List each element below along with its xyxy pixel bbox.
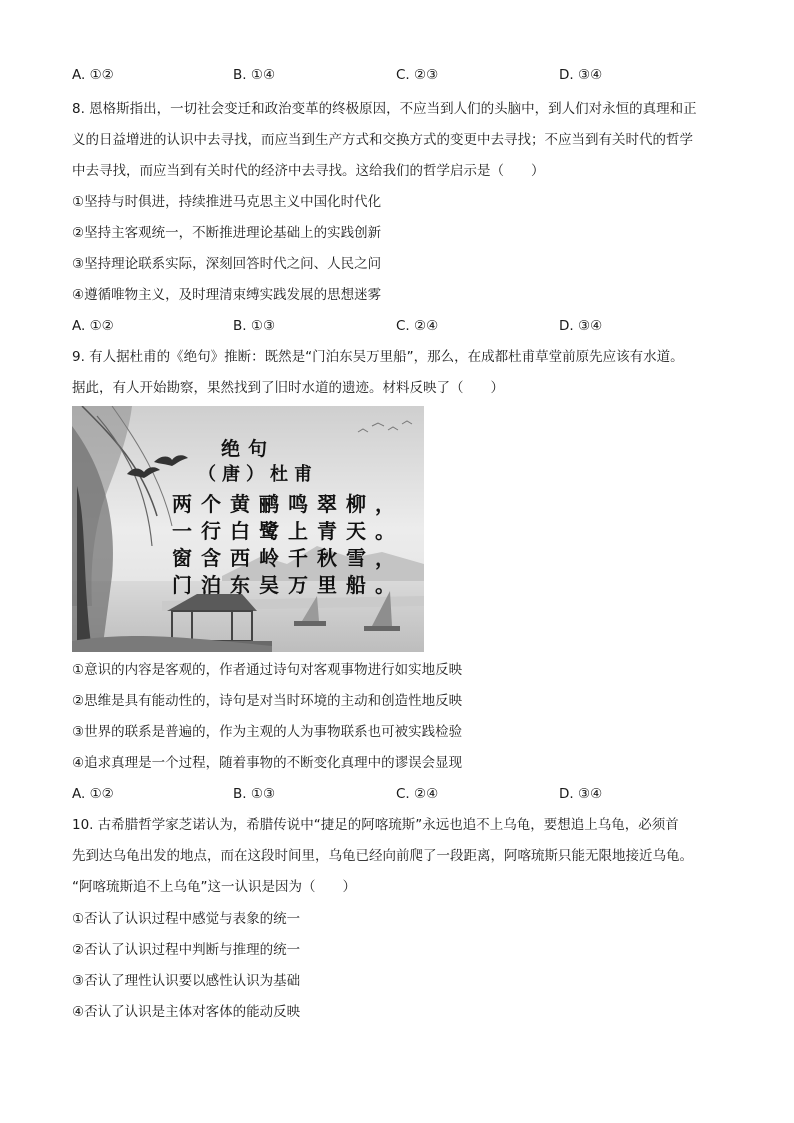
poem-verse-4: 门泊东吴万里船。	[172, 573, 404, 597]
q7-option-b: B. ①④	[233, 67, 276, 83]
q9-item-2: ②思维是具有能动性的，诗句是对当时环境的主动和创造性地反映	[72, 693, 463, 709]
q8-options	[72, 316, 632, 336]
q8-option-c: C. ②④	[396, 318, 439, 334]
q9-option-b: B. ①③	[233, 786, 276, 802]
q10-item-3: ③否认了理性认识要以感性认识为基础	[72, 973, 301, 989]
q9-option-a: A. ①②	[72, 786, 114, 802]
q8-item-1: ①坚持与时俱进，持续推进马克思主义中国化时代化	[72, 194, 382, 210]
q10-stem-line-1: 10. 古希腊哲学家芝诺认为，希腊传说中“捷足的阿喀琉斯”永远也追不上乌龟，要想追上乌龟，必须首	[72, 817, 679, 833]
q8-item-2: ②坚持主客观统一，不断推进理论基础上的实践创新	[72, 225, 382, 241]
q7-options	[72, 65, 632, 85]
q8-option-d: D. ③④	[559, 318, 603, 334]
q8-stem-line-1: 8. 恩格斯指出，一切社会变迁和政治变革的终极原因，不应当到人们的头脑中，到人们对永恒的真理和正	[72, 101, 697, 117]
q9-stem-line-2: 据此，有人开始勘察，果然找到了旧时水道的遗迹。材料反映了（ ）	[72, 380, 504, 396]
q8-item-4: ④遵循唯物主义，及时理清束缚实践发展的思想迷雾	[72, 287, 382, 303]
poem-title: 绝句	[220, 438, 275, 460]
q10-stem-line-3: “阿喀琉斯追不上乌龟”这一认识是因为（ ）	[72, 879, 356, 895]
q7-option-d: D. ③④	[559, 67, 603, 83]
q8-stem-line-2: 义的日益增进的认识中去寻找，而应当到生产方式和交换方式的变更中去寻找；不应当到有关时代的哲学	[72, 132, 693, 148]
poem-verse-3: 窗含西岭千秋雪，	[172, 546, 404, 570]
q9-item-4: ④追求真理是一个过程，随着事物的不断变化真理中的谬误会显现	[72, 755, 463, 771]
q9-stem-line-1: 9. 有人据杜甫的《绝句》推断：既然是“门泊东吴万里船”，那么，在成都杜甫草堂前原先应该有水道。	[72, 349, 684, 365]
q10-stem-line-2: 先到达乌龟出发的地点，而在这段时间里，乌龟已经向前爬了一段距离，阿喀琉斯只能无限地接近乌龟。	[72, 848, 693, 864]
q7-option-a: A. ①②	[72, 67, 114, 83]
q8-option-a: A. ①②	[72, 318, 114, 334]
q8-item-3: ③坚持理论联系实际，深刻回答时代之问、人民之问	[72, 256, 382, 272]
q7-option-c: C. ②③	[396, 67, 439, 83]
q10-item-4: ④否认了认识是主体对客体的能动反映	[72, 1004, 301, 1020]
q10-item-2: ②否认了认识过程中判断与推理的统一	[72, 942, 301, 958]
q9-item-1: ①意识的内容是客观的，作者通过诗句对客观事物进行如实地反映	[72, 662, 463, 678]
q9-option-c: C. ②④	[396, 786, 439, 802]
poem-verse-1: 两个黄鹂鸣翠柳，	[172, 492, 404, 516]
poem-text-block	[72, 406, 424, 652]
q10-item-1: ①否认了认识过程中感觉与表象的统一	[72, 911, 301, 927]
poem-illustration	[72, 406, 424, 652]
q8-stem-line-3: 中去寻找，而应当到有关时代的经济中去寻找。这给我们的哲学启示是（ ）	[72, 163, 545, 179]
poem-author: （唐）杜甫	[198, 464, 318, 485]
q8-option-b: B. ①③	[233, 318, 276, 334]
poem-verse-2: 一行白鹭上青天。	[172, 519, 404, 543]
q9-options	[72, 784, 632, 804]
q9-option-d: D. ③④	[559, 786, 603, 802]
q9-item-3: ③世界的联系是普遍的，作为主观的人为事物联系也可被实践检验	[72, 724, 463, 740]
